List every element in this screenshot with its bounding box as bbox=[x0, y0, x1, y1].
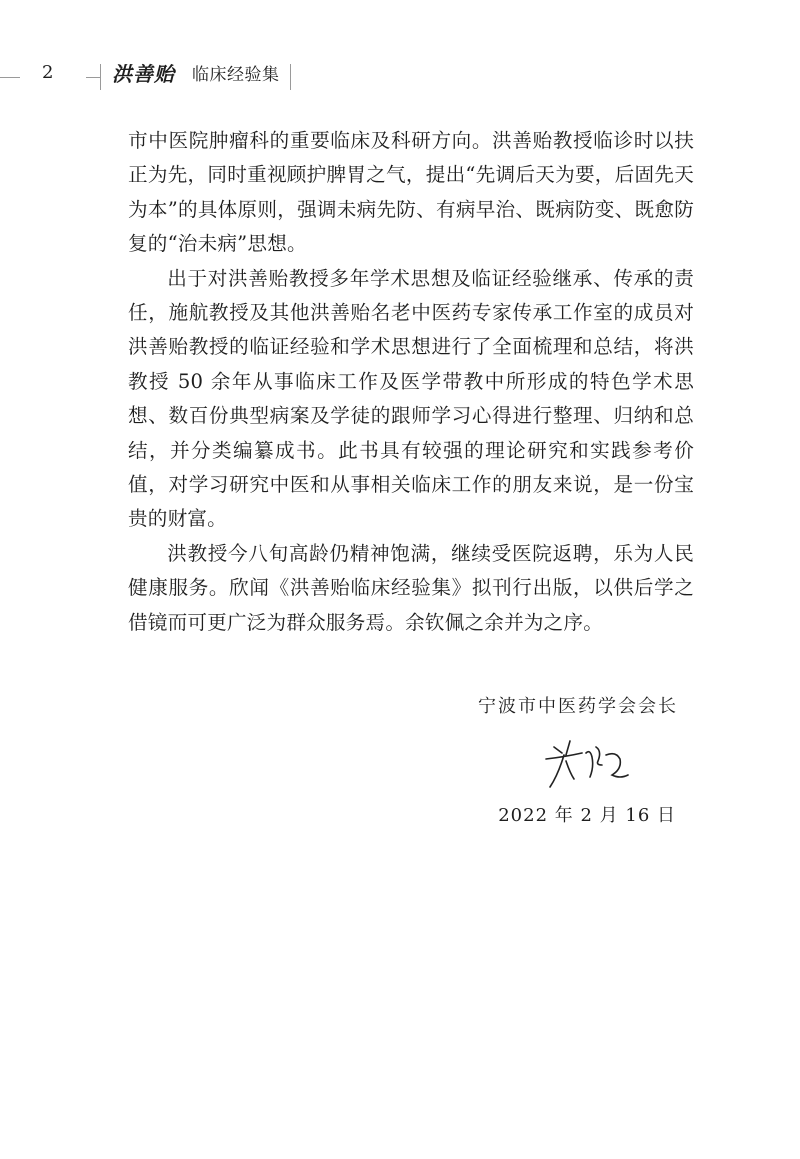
author-title: 宁波市中医药学会会长 bbox=[478, 696, 678, 717]
header-divider-end bbox=[290, 64, 291, 90]
header-rule-left bbox=[0, 77, 20, 78]
header-divider bbox=[100, 64, 101, 90]
header-rule-mid bbox=[86, 77, 100, 78]
running-header bbox=[0, 56, 800, 92]
paragraph: 洪教授今八旬高龄仍精神饱满，继续受医院返聘，乐为人民健康服务。欣闻《洪善贻临床经验集》拟刊行出版，以供后学之借镜而可更广泛为群众服务焉。余钦佩之余并为之序。 bbox=[128, 541, 694, 634]
body-text bbox=[128, 124, 694, 640]
preface-date: 2022 年 2 月 16 日 bbox=[498, 805, 676, 826]
handwritten-signature bbox=[540, 735, 636, 789]
page-number: 2 bbox=[42, 62, 54, 83]
paragraph: 出于对洪善贻教授多年学术思想及临证经验继承、传承的责任，施航教授及其他洪善贻名老中医药专家传承工作室的成员对洪善贻教授的临证经验和学术思想进行了全面梳理和总结，将洪教授 50 余年从事临床工作及医学带教中所形成的特色学术思想、数百份典型病案及学徒的跟师学习心得进行整理、归纳和总结，并分类编纂成书。此书具有较强的理论研究和实践参考价值，对学习研究中医和从事相关临床工作的朋友来说，是一份宝贵的财富。 bbox=[128, 266, 694, 531]
paragraph: 市中医院肿瘤科的重要临床及科研方向。洪善贻教授临诊时以扶正为先，同时重视顾护脾胃之气，提出“先调后天为要，后固先天为本”的具体原则，强调未病先防、有病早治、既病防变、既愈防复的“治未病”思想。 bbox=[128, 129, 694, 256]
book-title: 洪善贻 bbox=[112, 62, 175, 86]
book-subtitle: 临床经验集 bbox=[192, 65, 280, 85]
